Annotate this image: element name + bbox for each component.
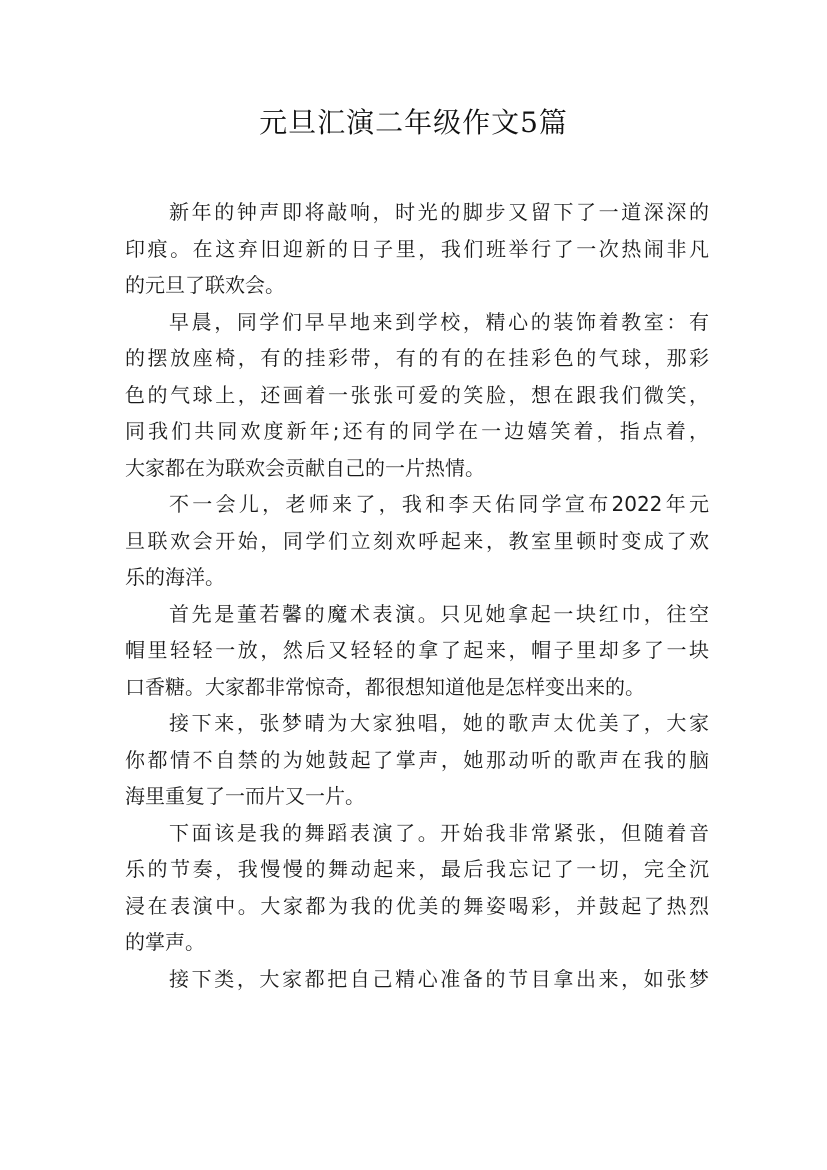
text-line: 口香糖。大家都非常惊奇，都很想知道他是怎样变出来的。 (125, 674, 645, 699)
text-line: 不一会儿，老师来了，我和李天佑同学宣布2022年元 (169, 492, 709, 516)
text-line: 乐的节奏，我慢慢的舞动起来，最后我忘记了一切，完全沉 (125, 857, 709, 881)
text-line: 早晨，同学们早早地来到学校，精心的装饰着教室：有 (169, 309, 709, 334)
text-line: 同我们共同欢度新年;还有的同学在一边嬉笑着，指点着， (125, 419, 709, 443)
text-line: 新年的钟声即将敲响，时光的脚步又留下了一道深深的 (169, 200, 709, 224)
document-body (125, 194, 709, 997)
text-line: 旦联欢会开始，同学们立刻欢呼起来，教室里顿时变成了欢 (125, 528, 709, 553)
text-line: 色的气球上，还画着一张张可爱的笑脸，想在跟我们微笑， (125, 382, 709, 407)
text-line: 的掌声。 (125, 930, 205, 954)
text-line: 你都情不自禁的为她鼓起了掌声，她那动听的歌声在我的脑 (125, 747, 709, 772)
text-line: 首先是董若馨的魔术表演。只见她拿起一块红巾，往空 (169, 601, 709, 626)
text-line: 乐的海洋。 (125, 565, 225, 589)
text-line: 印痕。在这弃旧迎新的日子里，我们班举行了一次热闹非凡 (125, 236, 709, 261)
text-line: 浸在表演中。大家都为我的优美的舞姿喝彩，并鼓起了热烈 (125, 893, 709, 918)
text-line: 的元旦了联欢会。 (125, 273, 285, 297)
text-line: 帽里轻轻一放，然后又轻轻的拿了起来，帽子里却多了一块 (125, 638, 709, 662)
text-line: 下面该是我的舞蹈表演了。开始我非常紧张，但随着音 (169, 820, 709, 845)
text-line: 大家都在为联欢会贡献自己的一片热情。 (125, 455, 485, 480)
text-line: 海里重复了一而片又一片。 (125, 784, 365, 808)
text-line: 接下来，张梦晴为大家独唱，她的歌声太优美了，大家 (169, 711, 709, 735)
text-line: 的摆放座椅，有的挂彩带，有的有的在挂彩色的气球，那彩 (125, 346, 709, 370)
document-title: 元旦汇演二年级作文5篇 (259, 106, 568, 139)
text-line: 接下类，大家都把自己精心准备的节目拿出来，如张梦 (169, 966, 709, 991)
